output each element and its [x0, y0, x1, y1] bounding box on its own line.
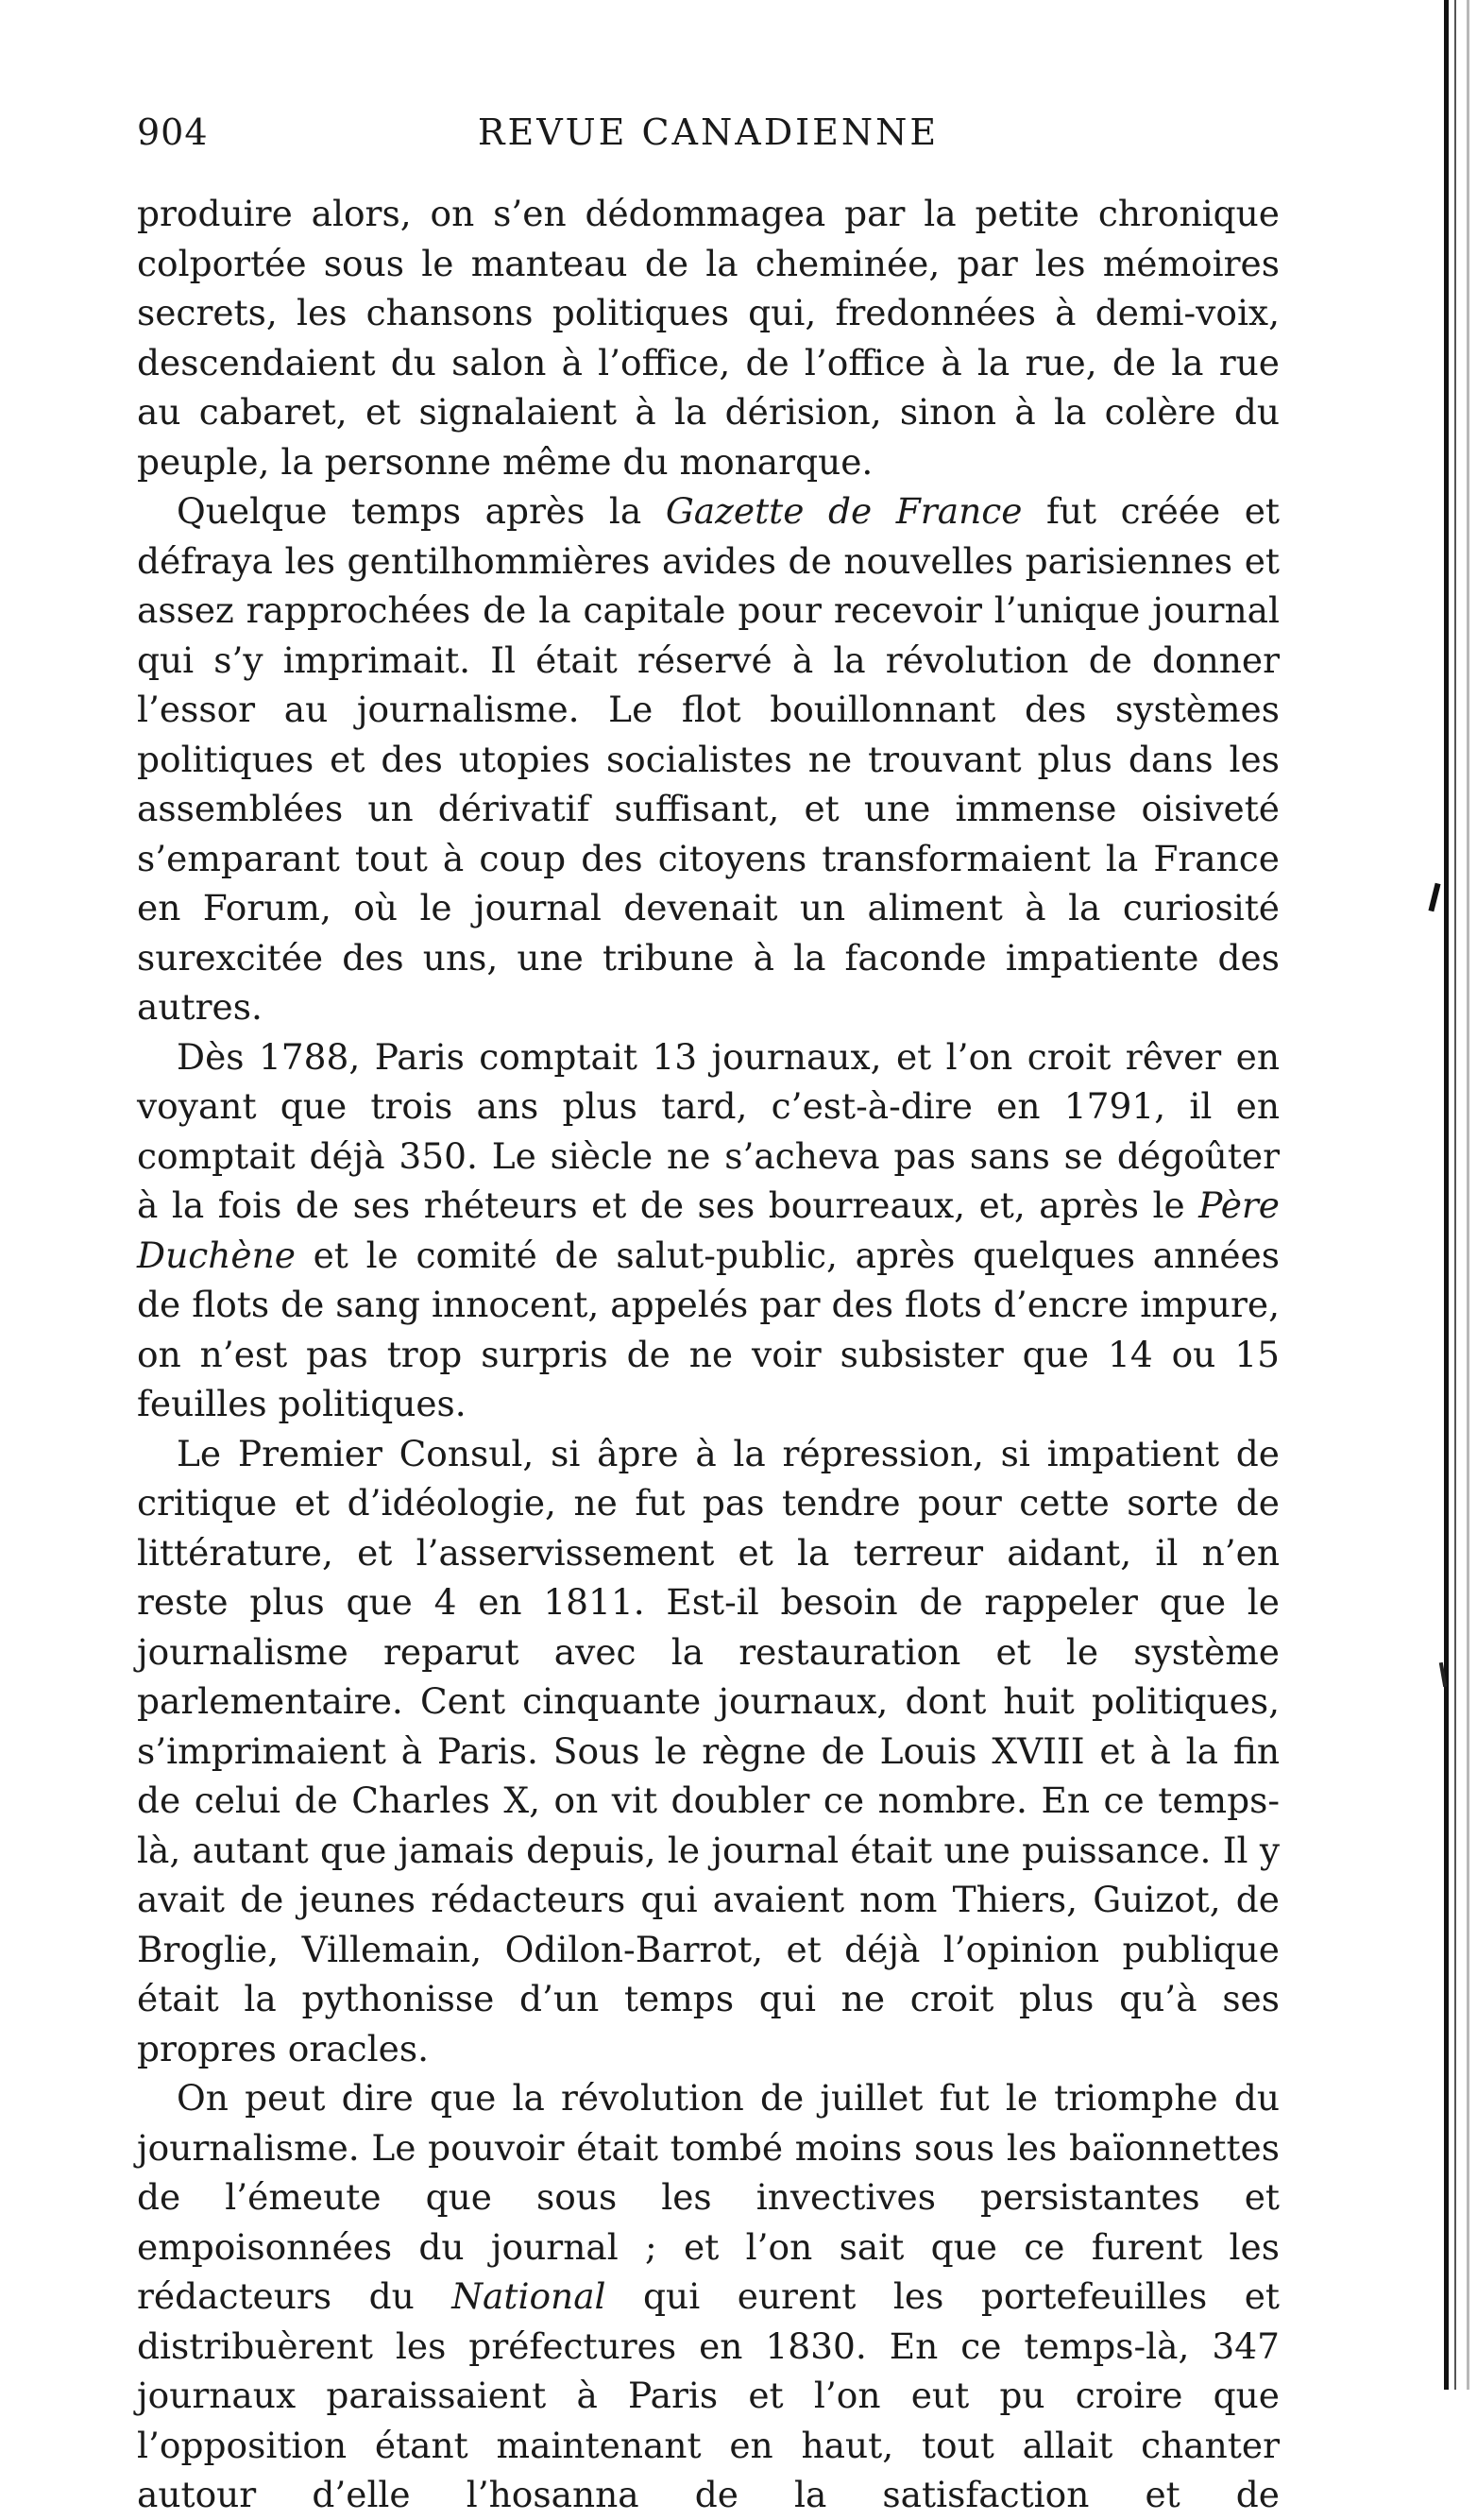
paragraph-2: [137, 486, 1280, 1032]
page-number: 904: [137, 111, 209, 153]
paragraph-2-text-b: fut créée et défraya les gentilhommières avides de nouvelles parisiennes et assez rapprochées de la capitale pour recevoir l’unique journal qui s’y imprimait. Il était réservé à la révolution de donner l’essor au journalisme. Le flot bouillonnant des systèmes politiques et des utopies socialistes ne trouvant plus dans les assemblées un dérivatif suffisant, et une immense oisiveté s’emparant tout à coup des citoyens transformaient la France en Forum, où le journal devenait un aliment à la curiosité surexcitée des uns, une tribune à la faconde impatiente des autres.: [137, 490, 1280, 1028]
gazette-de-france-title: Gazette de France: [665, 490, 1023, 532]
paragraph-5-text-a: On peut dire que la révolution de juillet fut le triomphe du journalisme. Le pouvoir était tombé moins sous les baïonnettes de l’émeute que sous les invectives persistantes et empoisonnées du journal ; et l’on sait que ce furent les rédacteurs du: [137, 2077, 1280, 2317]
paragraph-3: [137, 1032, 1280, 1429]
paragraph-1-text: produire alors, on s’en dédommagea par la petite chronique colportée sous le manteau de la cheminée, par les mémoires secrets, les chansons politiques qui, fredonnées à demi-voix, descendaient du salon à l’office, de l’office à la rue, de la rue au cabaret, et signalaient à la dérision, sinon à la colère du peuple, la personne même du monarque.: [137, 193, 1280, 483]
binding-edge-line-faint: [1467, 0, 1469, 2390]
paragraph-3-text-b: et le comité de salut-public, après quelques années de flots de sang innocent, appelés par des flots d’encre impure, on n’est pas trop surpris de ne voir subsister que 14 ou 15 feuilles politiques.: [137, 1234, 1280, 1424]
page-edge-shadow: [1430, 0, 1477, 2390]
pere-duchene-title: Père Duchène: [137, 1184, 1280, 1276]
running-title: REVUE CANADIENNE: [477, 111, 940, 153]
paragraph-5-text-b: qui eurent les portefeuilles et distribuèrent les préfectures en 1830. En ce temps-là, 347 journaux paraissaient à Paris et l’on eut pu croire que l’opposition étant maintenant en haut, tout allait chanter autour d’elle l’hosanna de la satisfaction et de: [137, 2275, 1280, 2515]
paragraph-2-text-a: Quelque temps après la: [177, 490, 666, 532]
binding-edge-line: [1444, 0, 1449, 2390]
paragraph-1: [137, 189, 1280, 486]
paragraph-4-text: Le Premier Consul, si âpre à la répression, si impatient de critique et d’idéologie, ne fut pas tendre pour cette sorte de littérature, et l’asservissement et la terreur aidant, il n’en reste plus que 4 en 1811. Est-il besoin de rappeler que le journalisme reparut avec la restauration et le système parlementaire. Cent cinquante journaux, dont huit politiques, s’imprimaient à Paris. Sous le règne de Louis XVIII et à la fin de celui de Charles X, on vit doubler ce nombre. En ce temps-là, autant que jamais depuis, le journal était une puissance. Il y avait de jeunes rédacteurs qui avaient nom Thiers, Guizot, de Broglie, Villemain, Odilon-Barrot, et déjà l’opinion publique était la pythonisse d’un temps qui ne croit plus qu’à ses propres oracles.: [137, 1432, 1280, 2069]
binding-edge-line-thin: [1454, 0, 1456, 2390]
national-title: National: [451, 2275, 606, 2317]
body-text: [137, 189, 1280, 2520]
paragraph-3-text-a: Dès 1788, Paris comptait 13 journaux, et l’on croit rêver en voyant que trois ans plus tard, c’est-à-dire en 1791, il en comptait déjà 350. Le siècle ne s’acheva pas sans se dégoûter à la fois de ses rhéteurs et de ses bourreaux, et, après le: [137, 1035, 1280, 1226]
paragraph-4: [137, 1429, 1280, 2074]
paragraph-5: [137, 2073, 1280, 2520]
page-header: [137, 111, 1280, 168]
